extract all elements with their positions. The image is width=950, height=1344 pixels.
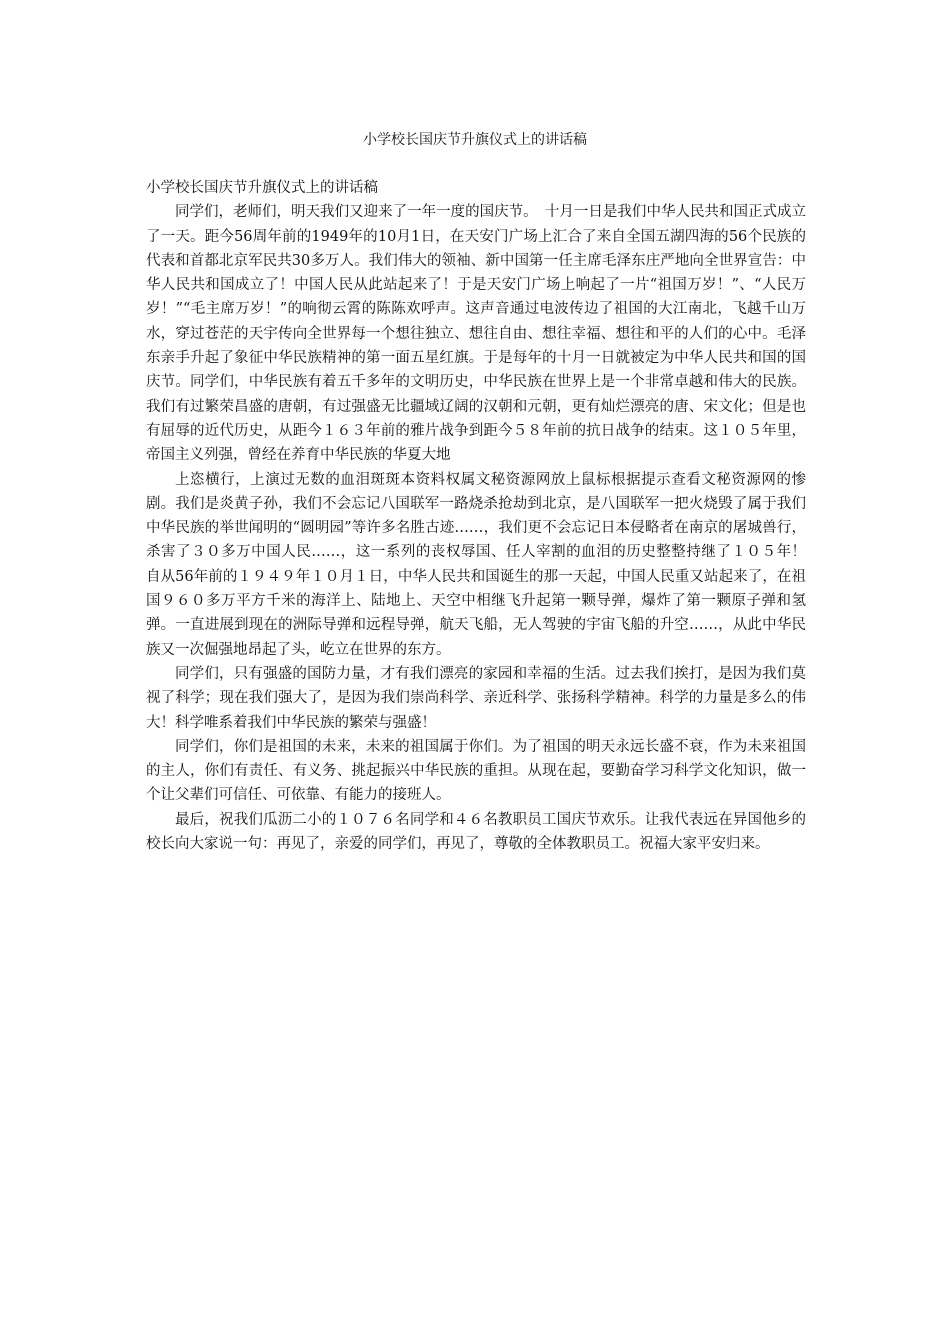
document-title: 小学校长国庆节升旗仪式上的讲话稿: [363, 132, 587, 148]
paragraph-2: 上恣横行，上演过无数的血泪斑斑本资料权属文秘资源网放上鼠标根据提示查看文秘资源网的惨剧。我们是炎黄子孙，我们不会忘记八国联军一路烧杀抢劫到北京，是八国联军一把火烧毁了属于我们中华民族的举世闻明的“圆明园”等许多名胜古迹……，我们更不会忘记日本侵略者在南京的屠城兽行，杀害了３０多万中国人民……，这一系列的丧权辱国、任人宰割的血泪的历史整整持继了１０５年！ 自从56年前的１９４９年１０月１日，中华人民共和国诞生的那一天起，中国人民重又站起来了，在祖国９６０多万平方千米的海洋上、陆地上、天空中相继飞升起第一颗导弹，爆炸了第一颗原子弹和氢弹。一直进展到现在的洲际导弹和远程导弹，航天飞船，无人驾驶的宇宙飞船的升空……，从此中华民族又一次倔强地昂起了头，屹立在世界的东方。: [146, 471, 821, 658]
paragraph-1: 同学们，老师们，明天我们又迎来了一年一度的国庆节。 十月一日是我们中华人民共和国正式成立了一天。距今56周年前的1949年的10月1日，在天安门广场上汇合了来自全国五湖四海的56个民族的代表和首都北京军民共30多万人。我们伟大的领袖、新中国第一任主席毛泽东庄严地向全世界宣告：中华人民共和国成立了！中国人民从此站起来了！于是天安门广场上响起了一片“祖国万岁！”、“人民万岁！”“毛主席万岁！”的响彻云霄的陈陈欢呼声。这声音通过电波传边了祖国的大江南北，飞越千山万水，穿过苍茫的天宇传向全世界每一个想往独立、想往自由、想往幸福、想往和平的人们的心中。毛泽东亲手升起了象征中华民族精神的第一面五星红旗。于是每年的十月一日就被定为中华人民共和国的国庆节。同学们，中华民族有着五千多年的文明历史，中华民族在世界上是一个非常卓越和伟大的民族。我们有过繁荣昌盛的唐朝，有过强盛无比疆域辽阔的汉朝和元朝，更有灿烂漂亮的唐、宋文化；但是也有屈辱的近代历史，从距今１６３年前的雅片战争到距今５８年前的抗日战争的结束。这１０５年里，帝国主义列强，曾经在养育中华民族的华夏大地: [146, 204, 806, 464]
document-subtitle: 小学校长国庆节升旗仪式上的讲话稿: [146, 180, 378, 196]
document-body: [146, 176, 821, 856]
paragraph-5: 最后，祝我们瓜沥二小的１０７６名同学和４６名教职员工国庆节欢乐。让我代表远在异国他乡的校长向大家说一句：再见了，亲爱的同学们，再见了，尊敬的全体教职员工。祝福大家平安归来。: [146, 811, 806, 853]
paragraph-4: 同学们，你们是祖国的未来，未来的祖国属于你们。为了祖国的明天永远长盛不衰，作为未来祖国的主人，你们有责任、有义务、挑起振兴中华民族的重担。从现在起，要勤奋学习科学文化知识，做一个让父辈们可信任、可依靠、有能力的接班人。: [146, 738, 806, 804]
paragraph-3: 同学们，只有强盛的国防力量，才有我们漂亮的家园和幸福的生活。过去我们挨打，是因为我们莫视了科学；现在我们强大了，是因为我们崇尚科学、亲近科学、张扬科学精神。科学的力量是多么的伟大！科学唯系着我们中华民族的繁荣与强盛！: [146, 665, 806, 731]
